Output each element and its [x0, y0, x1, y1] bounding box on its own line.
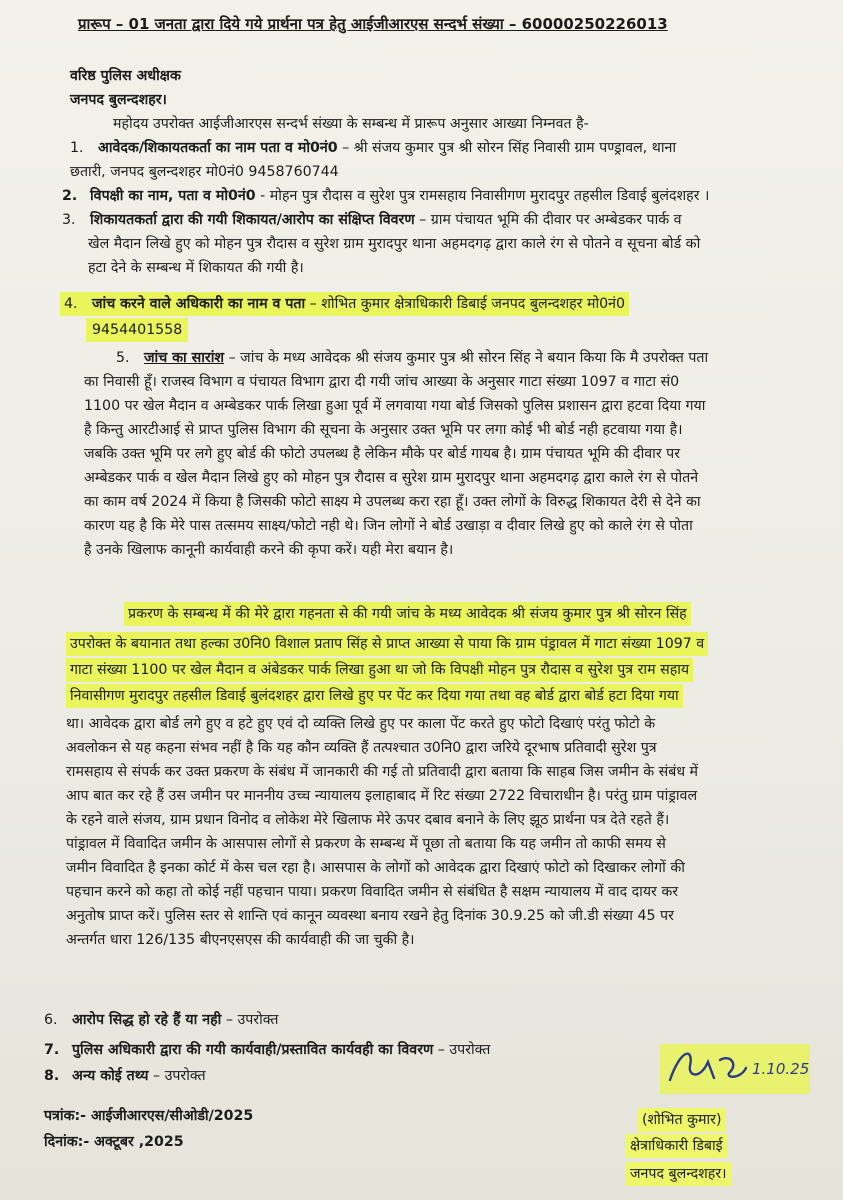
intro-text: महोदय उपरोक्त आईजीआरएस सन्दर्भ संख्या के सम्बन्ध में प्रारूप अनुसार आख्या निम्नवत है- — [113, 116, 589, 132]
item-5-line: का निवासी हूँ। राजस्व विभाग व पंचायत विभाग द्वारा दी गयी जांच आख्या के अनुसार गाटा संख्या 1097 व गाटा सं0 — [84, 374, 680, 390]
item-3-text: – ग्राम पंचायत भूमि की दीवार पर अम्बेडकर पार्क व — [419, 212, 682, 228]
item-8-label: अन्य कोई तथ्य — [72, 1068, 149, 1084]
item-3-continued-1: खेल मैदान लिखे हुए को मोहन पुत्र रौदास व सुरेश ग्राम मुरादपुर थाना अहमदगढ़ द्वारा काले रंग से पोतने व सूचना बोर्ड को — [88, 236, 701, 252]
item-4 — [60, 292, 629, 316]
item-6-label: आरोप सिद्ध हो रहे हैं या नही — [72, 1012, 222, 1028]
finding-line: अनुतोष प्राप्त करें। पुलिस स्तर से शान्ति एवं कानून व्यवस्था बनाय रखने हेतु दिनांक 30.9.25 को जी.डी संख्या 45 पर — [66, 908, 674, 924]
addressee-line-2: जनपद बुलन्दशहर। — [70, 92, 167, 108]
finding-line: निवासीगण मुरादपुर तहसील डिवाई बुलंदशहर द्वारा लिखे हुए पर पेंट कर दिया गया तथा वह बोर्ड द्वारा बोर्ड हटा दिया गया — [66, 684, 683, 708]
finding-line: गाटा संख्या 1100 पर खेल मैदान व अंबेडकर पार्क लिखा हुआ था जो कि विपक्षी मोहन पुत्र रौदास व सुरेश पुत्र राम सहाय — [66, 658, 693, 682]
item-1-continued: छतारी, जनपद बुलन्दशहर मो0नं0 9458760744 — [70, 164, 339, 180]
item-1 — [70, 136, 676, 160]
item-4-text: – शोभित कुमार क्षेत्राधिकारी डिबाई जनपद बुलन्दशहर मो0नं0 — [309, 296, 626, 312]
item-8-value: – उपरोक्त — [152, 1068, 206, 1084]
item-7-value: – उपरोक्त — [437, 1042, 491, 1058]
item-6 — [44, 1008, 278, 1032]
finding-line: रामसहाय से संपर्क कर उक्त प्रकरण के संबंध में जानकारी की गई तो प्रतिवादी द्वारा बताया कि साहब जिस जमीन के संबंध में — [66, 764, 699, 780]
finding-line: प्रकरण के सम्बन्ध में की मेरे द्वारा गहनता से की गयी जांच के मध्य आवेदक श्री संजय कुमार पुत्र श्री सोरन सिंह — [124, 602, 691, 626]
finding-line: उपरोक्त के बयानात तथा हल्का उ0नि0 विशाल प्रताप सिंह से प्राप्त आख्या से पाया कि ग्राम पंड्रावल में गाटा संख्या 1097 व — [66, 632, 708, 656]
item-4-phone: 9454401558 — [86, 318, 188, 342]
finding-line: पहचान करने को कहा तो कोई नहीं पहचान पाया। प्रकरण विवादित जमीन से संबंधित है सक्षम न्यायालय में वाद दायर कर — [66, 884, 679, 900]
signatory-name: (शोभित कुमार) — [638, 1108, 726, 1132]
signature-scribble — [660, 1040, 810, 1098]
item-4-number: 4. — [64, 296, 78, 312]
item-4-label: जांच करने वाले अधिकारी का नाम व पता — [92, 296, 306, 312]
item-7-label: पुलिस अधिकारी द्वारा की गयी कार्यवाही/प्रस्तावित कार्यवही का विवरण — [72, 1042, 434, 1058]
item-3-continued-2: हटा देने के सम्बन्ध में शिकायत की गयी है। — [88, 260, 304, 276]
finding-line — [66, 712, 655, 736]
item-8-number: 8. — [44, 1068, 60, 1084]
reference-date: दिनांक:- अक्टूबर ,2025 — [44, 1134, 184, 1150]
item-5-label: जांच का सारांश — [144, 350, 225, 366]
item-2-number: 2. — [62, 188, 78, 204]
signatory-designation: क्षेत्राधिकारी डिबाई — [626, 1134, 727, 1158]
finding-line: जमीन विवादित है इनका कोर्ट में केस चल रहा है। आसपास के लोगों को आवेदक द्वारा दिखाएं फोटो को दिखाकर लोगों की — [66, 860, 685, 876]
reference-number: पत्रांक:- आईजीआरएस/सीओडी/2025 — [44, 1108, 254, 1124]
document-title: प्रारूप – 01 जनता द्वारा दिये गये प्रार्थना पत्र हेतु आईजीआरएस सन्दर्भ संख्या – 60000250226013 — [78, 15, 668, 33]
finding-line: आप बात कर रहे हैं उस जमीन पर माननीय उच्च न्यायालय इलाहाबाद में रिट संख्या 2722 विचाराधीन है। परंतु ग्राम पांड्रावल — [66, 788, 698, 804]
addressee-line-1: वरिष्ठ पुलिस अधीक्षक — [70, 68, 181, 84]
item-5-line: है किन्तु आरटीआई से प्राप्त पुलिस विभाग की सूचना के अनुसार उक्त भूमि पर लगा कोई भी बोर्ड नही हटवाया गया है। — [84, 422, 683, 438]
item-5-line: का काम वर्ष 2024 में किया है जिसकी फोटो साक्ष्य मे उपलब्ध करा रहा हूँ। उक्त लोगों के विरुद्ध शिकायत देरी से देने का — [84, 494, 701, 510]
item-3-number: 3. — [62, 212, 76, 228]
signature-block — [620, 1040, 820, 1190]
item-5-body — [84, 370, 824, 562]
item-2-label: विपक्षी का नाम, पता व मो0नं0 — [90, 188, 256, 204]
finding-line: अन्तर्गत धारा 126/135 बीएनएसएस की कार्यवाही की जा चुकी है। — [66, 932, 415, 948]
item-6-number: 6. — [44, 1012, 58, 1028]
item-5-line-0: – जांच के मध्य आवेदक श्री संजय कुमार पुत्र श्री सोरन सिंह ने बयान किया कि मै उपरोक्त पता — [228, 350, 709, 366]
item-1-label: आवेदक/शिकायतकर्ता का नाम पता व मो0नं0 — [98, 140, 338, 156]
item-3 — [62, 208, 682, 232]
item-2-text: - मोहन पुत्र रौदास व सुरेश पुत्र रामसहाय निवासीगण मुरादपुर तहसील डिवाई बुलंदशहर । — [260, 188, 710, 204]
item-5-line: अम्बेडकर पार्क व खेल मैदान लिखे हुए को मोहन पुत्र रौदास व सुरेश ग्राम मुरादपुर थाना अहमदगढ़ द्वारा काले रंग से पोतने — [84, 470, 699, 486]
item-5-number: 5. — [116, 350, 130, 366]
item-7 — [44, 1038, 490, 1062]
item-1-number: 1. — [70, 140, 84, 156]
finding-line: पांड्रावल में विवादित जमीन के आसपास लोगों से प्रकरण के सम्बन्ध में पूछा तो बताया कि यह जमीन तो काफी समय से — [66, 836, 666, 852]
item-5-line: कारण यह है कि मेरे पास तत्समय साक्ष्य/फोटो नही थे। जिन लोगों ने बोर्ड उखाड़ा व दीवार लिखे हुए को काले रंग से पोता — [84, 518, 693, 534]
item-5-line: 1100 पर खेल मैदान व अम्बेडकर पार्क लिखा हुआ पूर्व में लगवाया गया बोर्ड जिसको पुलिस प्रशासन द्वारा हटवा दिया गया — [84, 398, 706, 414]
item-6-value: – उपरोक्त — [225, 1012, 279, 1028]
item-5-line: है उनके खिलाफ कानूनी कार्यवाही करने की कृपा करें। यही मेरा बयान है। — [84, 542, 454, 558]
finding-body — [66, 736, 826, 952]
finding-line-4: था। आवेदक द्वारा बोर्ड लगे हुए व हटे हुए एवं दो व्यक्ति लिखे हुए पर काला पेंट करते हुए फोटो दिखाएं परंतु फोटो के — [66, 716, 656, 732]
item-1-text: – श्री संजय कुमार पुत्र श्री सोरन सिंह निवासी ग्राम पण्ड्रावल, थाना — [342, 140, 677, 156]
item-2 — [62, 184, 709, 208]
item-7-number: 7. — [44, 1042, 60, 1058]
signature-date: 1.10.25 — [752, 1060, 810, 1078]
item-5-line: जबकि उक्त भूमि पर लगे हुए बोर्ड की फोटो उपलब्ध है लेकिन मौके पर बोर्ड गायब है। ग्राम पंचायत भूमि की दीवार पर — [84, 446, 681, 462]
item-5 — [116, 346, 708, 370]
signatory-district: जनपद बुलन्दशहर। — [626, 1162, 731, 1186]
item-3-label: शिकायतकर्ता द्वारा की गयी शिकायत/आरोप का संक्षिप्त विवरण — [90, 212, 415, 228]
item-8 — [44, 1064, 206, 1088]
finding-line: अवलोकन से यह कहना संभव नहीं है कि यह कौन व्यक्ति हैं तत्पश्चात उ0नि0 द्वारा जरिये दूरभाष प्रतिवादी सुरेश पुत्र — [66, 740, 657, 756]
finding-line: के रहने वाले संजय, ग्राम प्रधान विनोद व लोकेश मेरे खिलाफ मेरे ऊपर दबाव बनाने के लिए झूठ प्रार्थना पत्र देते रहते हैं। — [66, 812, 670, 828]
